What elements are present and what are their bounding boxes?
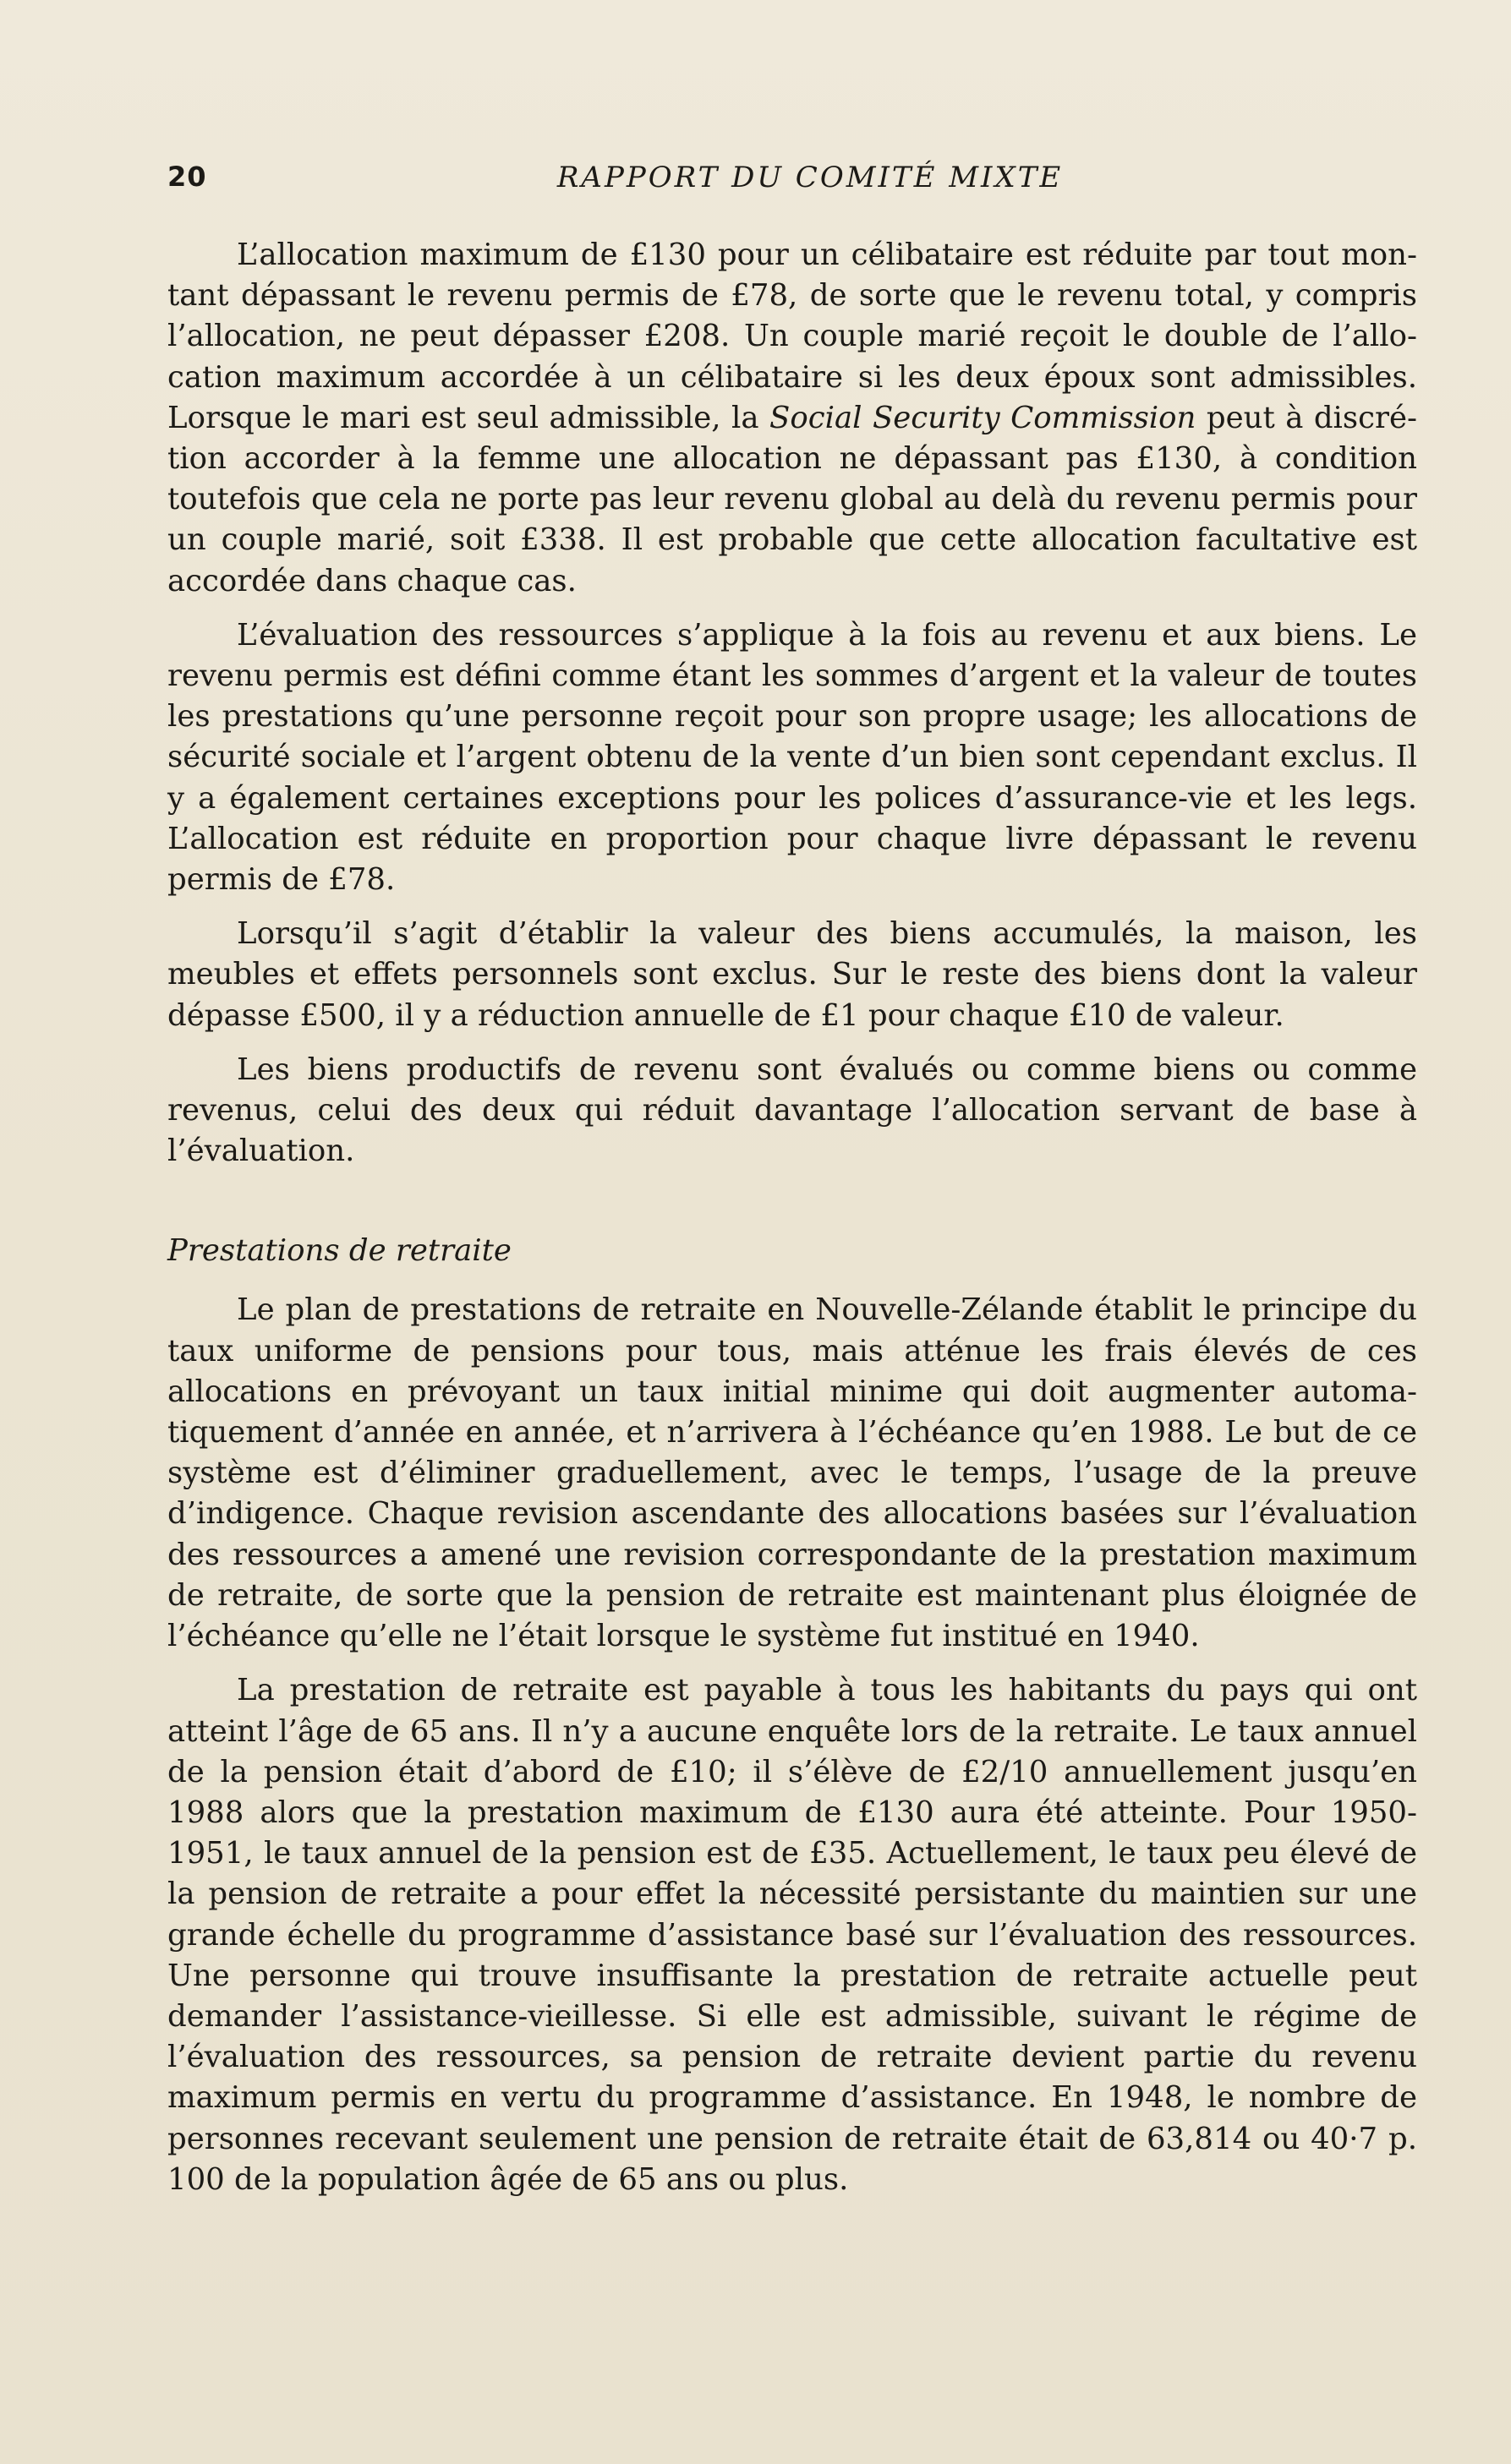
document-body (167, 235, 1417, 2200)
paragraph-biens-accumules: Lorsqu’il s’agit d’établir la valeur des biens accumulés, la maison, les meubles et effets personnels sont exclus. Sur le reste des biens dont la valeur dépasse £500, il y a réduction annuelle de £1 pour chaque £10 de valeur. (167, 916, 1417, 1033)
running-title: RAPPORT DU COMITÉ MIXTE (556, 161, 1064, 194)
page-number: 20 (167, 161, 207, 193)
paragraph-biens-productifs: Les biens productifs de revenu sont évalués ou comme biens ou comme revenus, celui des deux qui réduit davantage l’allocation servant de base à l’évaluation. (167, 1052, 1417, 1169)
paragraph-evaluation-ressources: L’évaluation des ressources s’applique à la fois au revenu et aux biens. Le revenu permis est défini comme étant les sommes d’argent et la valeur de toutes les prestations qu’une personne reçoit pour son propre usage; les allocations de sécurité sociale et l’argent obtenu de la vente d’un bien sont cependant exclus. Il y a également certaines exceptions pour les polices d’assurance-vie et les legs. L’allocation est réduite en proportion pour chaque livre dépassant le revenu permis de £78. (167, 617, 1417, 898)
paragraph-prestation-payable: La prestation de retraite est payable à tous les habitants du pays qui ont atteint l’âge de 65 ans. Il n’y a aucune enquête lors de la retraite. Le taux annuel de la pension était d’abord de £10; il s’élève de £2/10 annuellement jusqu’en 1988 alors que la prestation maximum de £130 aura été atteinte. Pour 1950-1951, le taux annuel de la pension est de £35. Actuellement, le taux peu élevé de la pension de retraite a pour effet la nécessité persistante du maintien sur une grande échelle du programme d’assistance basé sur l’évaluation des ressources. Une personne qui trouve insuffisante la prestation de retraite actuelle peut demander l’assistance-vieillesse. Si elle est admissible, suivant le régime de l’évaluation des ressources, sa pension de retraite devient partie du revenu maximum permis en vertu du programme d’assistance. En 1948, le nombre de personnes recevant seulement une pension de retraite était de 63,814 ou 40·7 p. 100 de la population âgée de 65 ans ou plus. (167, 1673, 1417, 2197)
section-title: Prestations de retraite (167, 1233, 512, 1269)
page-header (167, 161, 1419, 203)
italic-term: Social Security Commission (769, 400, 1196, 435)
paragraph-allocation-maximum (167, 235, 1417, 602)
paragraph-text: L’allocation maximum de £130 pour un célibataire est réduite par tout montant dépassant le revenu permis de £78, de sorte que le revenu total, y compris l’allocation, ne peut dépasser £208. Un couple marié reçoit le double de l’allocation maximum accordée à un célibataire si les deux époux sont admissibles. Lorsque le mari est seul admissible, la (167, 238, 1417, 435)
paragraph-text: peut à discrétion accorder à la femme une allocation ne dépassant pas £130, à condition toutefois que cela ne porte pas leur revenu global au delà du revenu permis pour un couple marié, soit £338. Il est probable que cette allocation facultative est accordée dans chaque cas. (167, 400, 1417, 598)
paragraph-plan-prestations: Le plan de prestations de retraite en Nouvelle-Zélande établit le principe du taux uniforme de pensions pour tous, mais atténue les frais élevés de ces allocations en prévoyant un taux initial minime qui doit augmenter automatiquement d’année en année, et n’arrivera à l’échéance qu’en 1988. Le but de ce système est d’éliminer graduellement, avec le temps, l’usage de la preuve d’indigence. Chaque revision ascendante des allocations basées sur l’évaluation des ressources a amené une revision correspondante de la prestation maximum de retraite, de sorte que la pension de retraite est maintenant plus éloignée de l’échéance qu’elle ne l’était lorsque le système fut institué en 1940. (167, 1292, 1417, 1654)
